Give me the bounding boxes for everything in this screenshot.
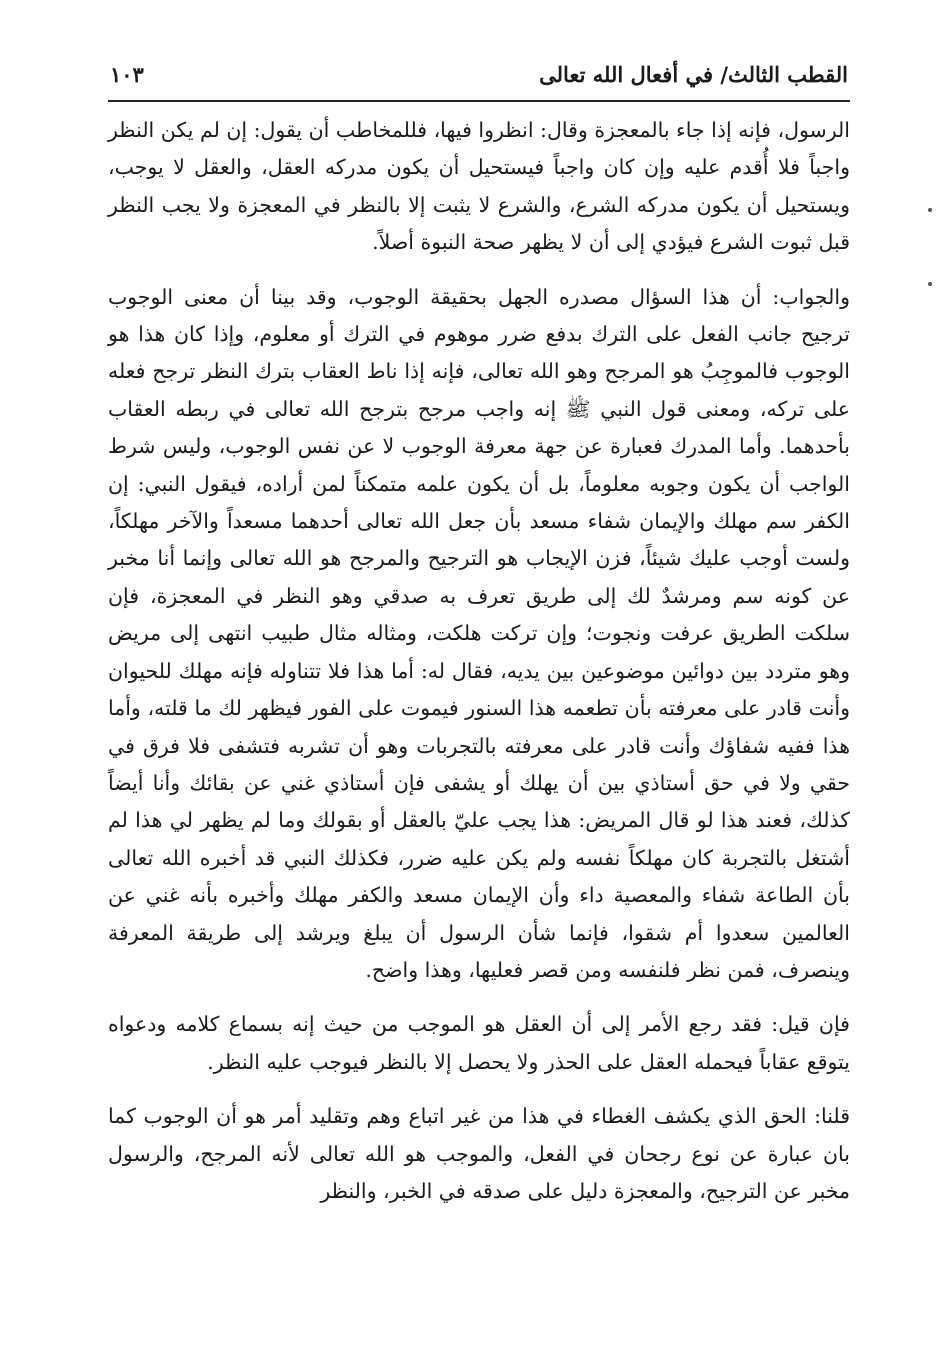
paragraph-4: قلنا: الحق الذي يكشف الغطاء في هذا من غير اتباع وهم وتقليد أمر هو أن الوجوب كما بان عبارة عن نوع رجحان في الفعل، والموجب هو الله تعالى لأنه المرجح، والرسول مخبر عن الترجيح، والمعجزة دليل على صدقه في الخبر، والنظر bbox=[108, 1104, 850, 1203]
header-title: القطب الثالث/ في أفعال الله تعالى bbox=[539, 62, 848, 87]
document-page bbox=[108, 62, 850, 1342]
paragraph-1: الرسول، فإنه إذا جاء بالمعجزة وقال: انظروا فيها، فللمخاطب أن يقول: إن لم يكن النظر واجباً فلا أُقدم عليه وإن كان واجباً فيستحيل أن يكون مدركه العقل، والعقل لا يوجب، ويستحيل أن يكون مدركه الشرع، والشرع لا يثبت إلا بالنظر في المعجزة ولا يجب النظر قبل ثبوت الشرع فيؤدي إلى أن لا يظهر صحة النبوة أصلاً. bbox=[108, 118, 850, 255]
paragraph-2: والجواب: أن هذا السؤال مصدره الجهل بحقيقة الوجوب، وقد بينا أن معنى الوجوب ترجيح جانب الفعل على الترك بدفع ضرر موهوم في الترك أو معلوم، وإذا كان هذا هو الوجوب فالموجِبُ هو المرجح وهو الله تعالى، فإنه إذا ناط العقاب بترك النظر ترجح فعله على تركه، ومعنى قول النبي ﷺ إنه واجب مرجح بترجح الله تعالى في ربطه العقاب بأحدهما. وأما المدرك فعبارة عن جهة معرفة الوجوب لا عن نفس الوجوب، وليس شرط الواجب أن يكون وجوبه معلوماً، بل أن يكون علمه متمكناً لمن أراده، فيقول النبي: إن الكفر سم مهلك والإيمان شفاء مسعد بأن جعل الله تعالى أحدهما مسعداً والآخر مهلكاً، ولست أوجب عليك شيئاً، فزن الإيجاب هو الترجيح والمرجح هو الله تعالى وإنما أنا مخبر عن كونه سم ومرشدٌ لك إلى طريق تعرف به صدقي وهو النظر في المعجزة، فإن سلكت الطريق عرفت ونجوت؛ وإن تركت هلكت، ومثاله مثال طبيب انتهى إلى مريض وهو متردد بين دوائين موضوعين بين يديه، فقال له: أما هذا فلا تتناوله فإنه مهلك للحيوان وأنت قادر على معرفته بأن تطعمه هذا السنور فيموت على الفور فيظهر لك ما قلته، وأما هذا ففيه شفاؤك وأنت قادر على معرفته بالتجربات وهو أن تشربه فتشفى فلا فرق في حقي ولا في حق أستاذي بين أن يهلك أو يشفى فإن أستاذي غني عن بقائك وأنا أيضاً كذلك، فعند هذا لو قال المريض: هذا يجب عليّ بالعقل أو بقولك وما لم يظهر لي هذا لم أشتغل بالتجربة كان مهلكاً نفسه ولم يكن عليه ضرر، فكذلك النبي قد أخبره الله تعالى بأن الطاعة شفاء والمعصية داء وأن الإيمان مسعد والكفر مهلك وأخبره بأنه غني عن العالمين سعدوا أم شقوا، فإنما شأن الرسول أن يبلغ ويرشد إلى طريقة المعرفة وينصرف، فمن نظر فلنفسه ومن قصر فعليها، وهذا واضح. bbox=[108, 284, 850, 982]
margin-mark bbox=[928, 282, 932, 286]
running-header bbox=[108, 62, 850, 102]
body-text bbox=[108, 112, 850, 1210]
paragraph-3: فإن قيل: فقد رجع الأمر إلى أن العقل هو الموجب من حيث إنه بسماع كلامه ودعواه يتوقع عقاباً فيحمله العقل على الحذر ولا يحصل إلا بالنظر فيوجب عليه النظر. bbox=[108, 1012, 850, 1074]
page-number: ١٠٣ bbox=[110, 62, 144, 87]
margin-mark bbox=[928, 208, 932, 212]
